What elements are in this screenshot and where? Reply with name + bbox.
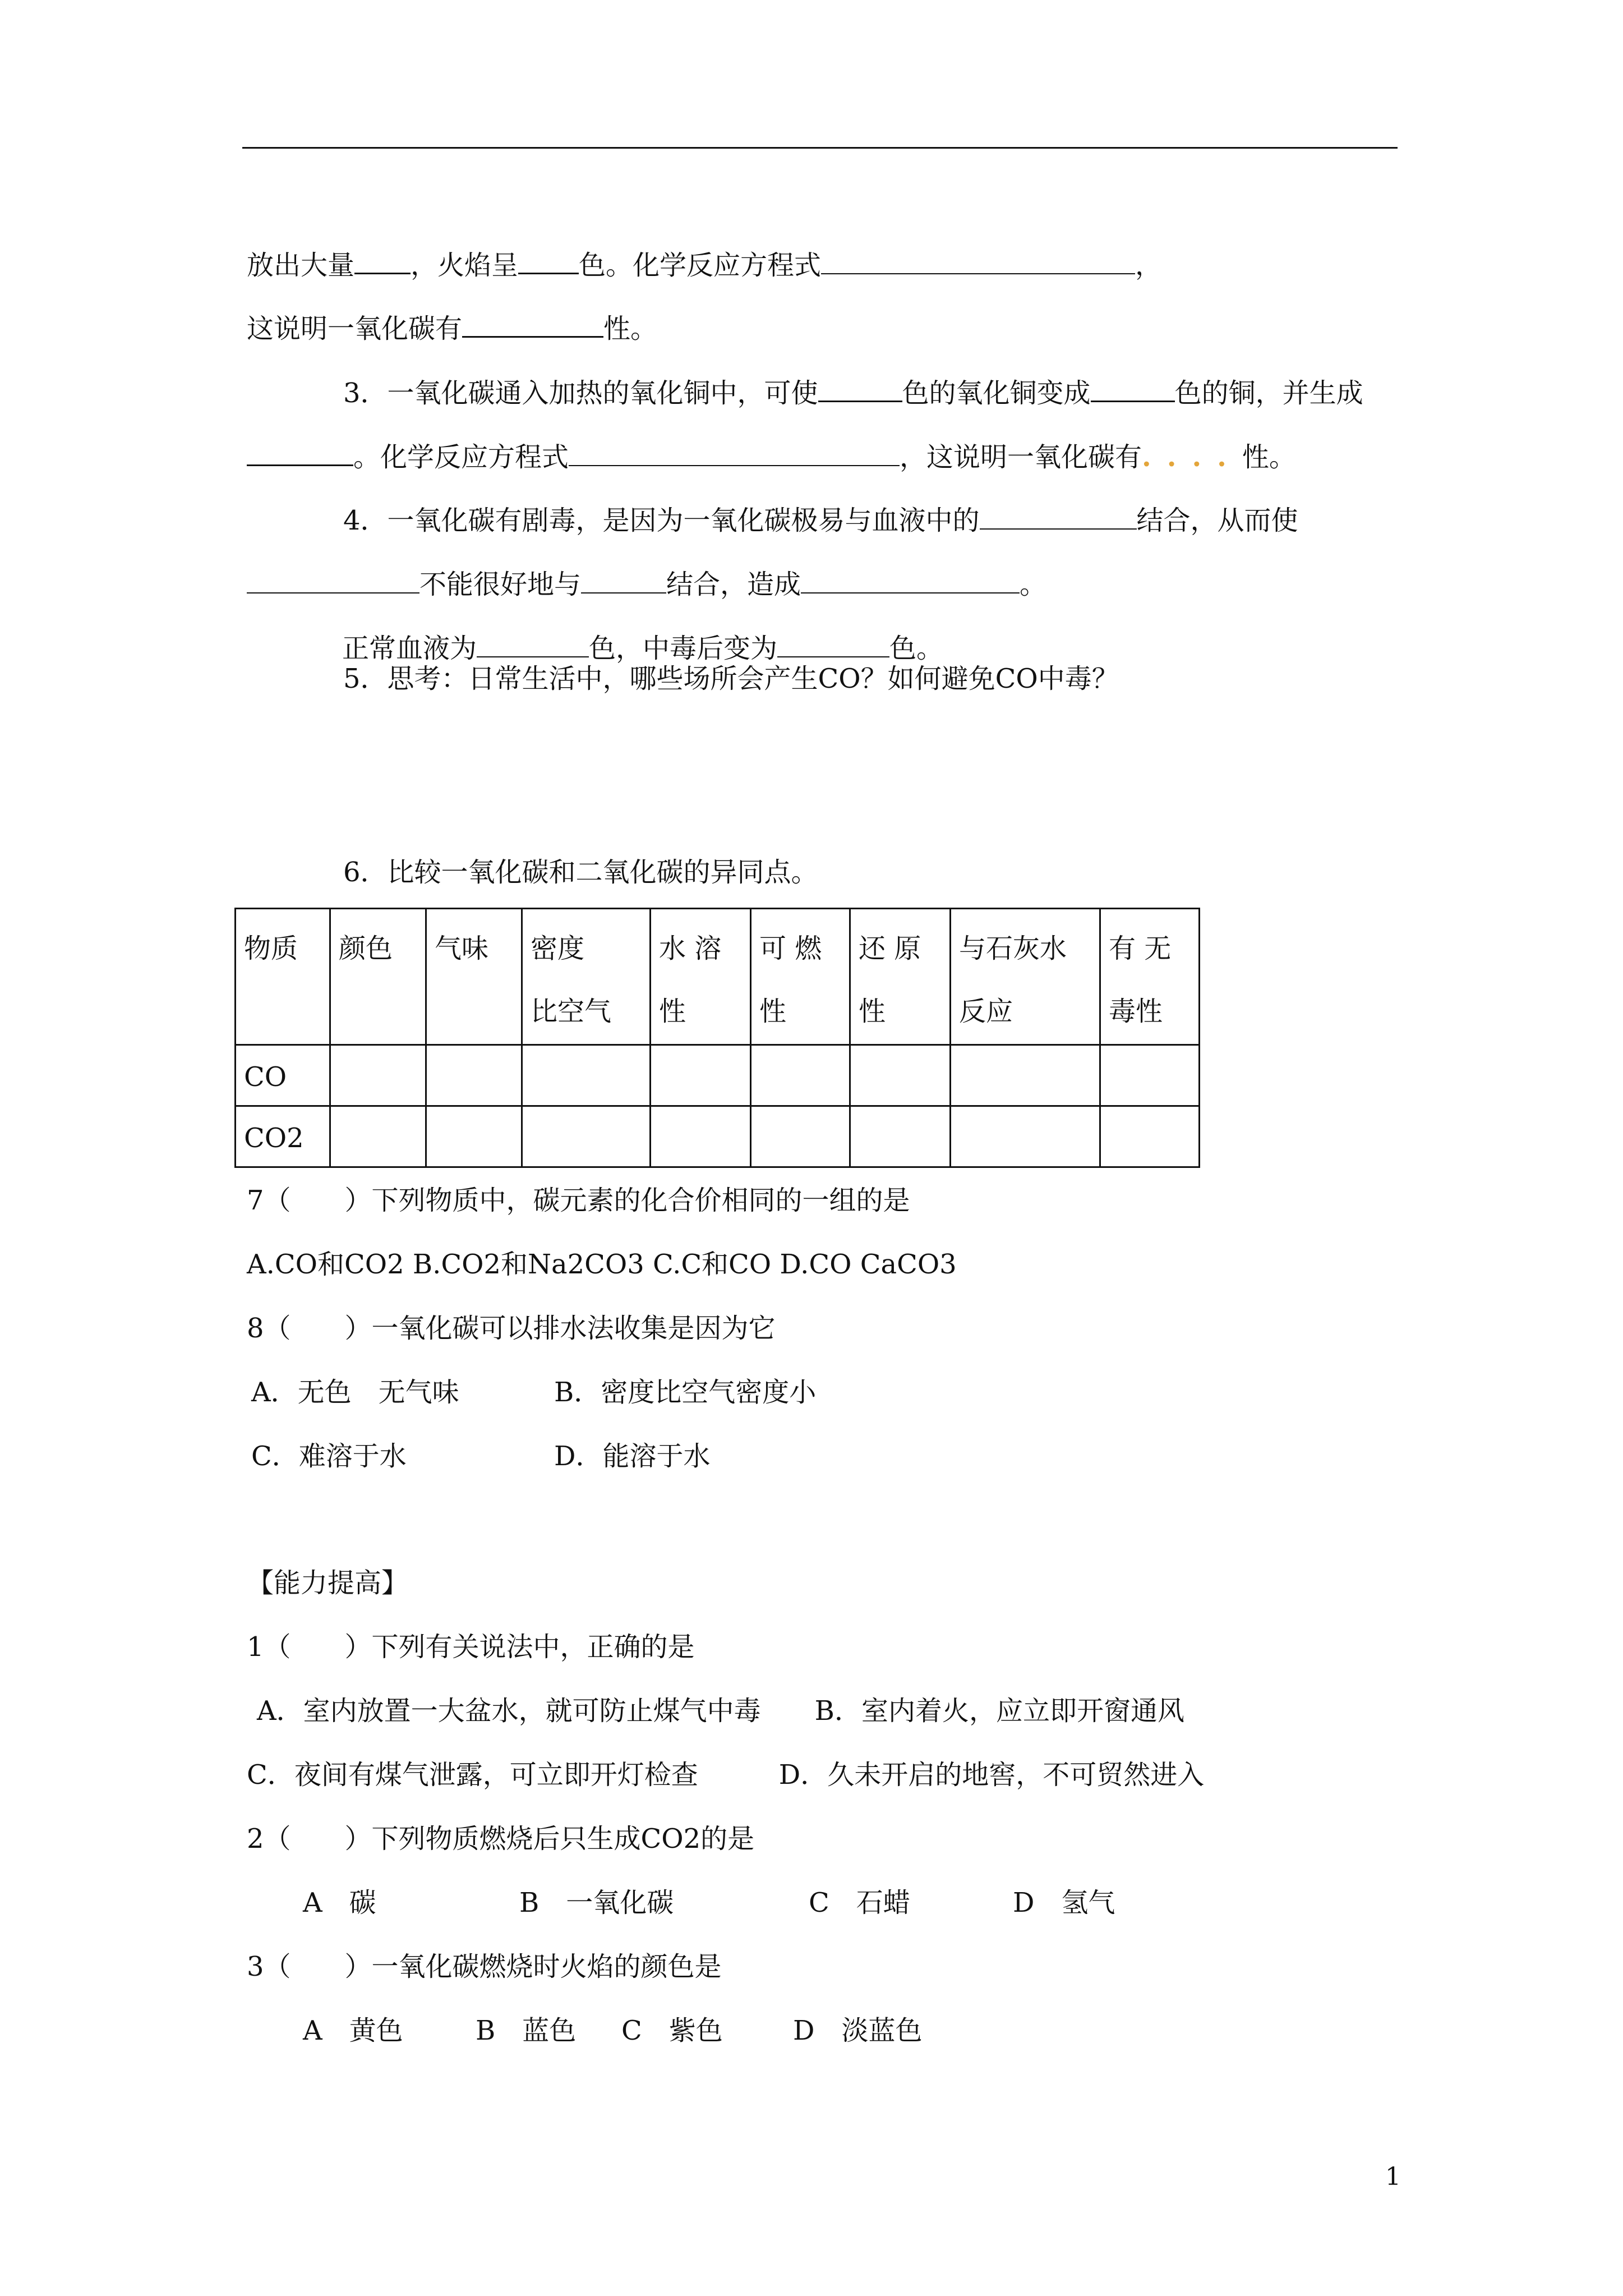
table-cell[interactable]: [951, 1106, 1100, 1167]
text: 性。: [603, 313, 658, 344]
q2-line1: [247, 214, 1162, 282]
comparison-table: [234, 908, 1200, 1168]
table-cell[interactable]: [850, 1106, 951, 1167]
header-rule: [242, 147, 1398, 149]
answer-blank[interactable]: [581, 568, 666, 593]
text: 结合，从而使: [1136, 505, 1298, 536]
text: 色。: [889, 633, 944, 664]
q6-text: 6．比较一氧化碳和二氧化碳的异同点。: [343, 857, 818, 888]
q4-line1: [343, 470, 1298, 537]
table-cell[interactable]: [426, 1106, 522, 1167]
table-header-cell: 物质: [236, 909, 330, 1045]
answer-blank[interactable]: [518, 248, 579, 274]
answer-blank[interactable]: [247, 440, 353, 466]
q8-option-d[interactable]: D．能溶于水: [554, 1441, 711, 1472]
dotted-blank[interactable]: ....: [1142, 441, 1242, 473]
table-row-label: CO2: [236, 1106, 330, 1167]
text: ，火焰呈: [411, 250, 519, 281]
table-cell[interactable]: [951, 1045, 1100, 1106]
table-header-cell: 与石灰水 反应: [951, 909, 1100, 1045]
table-cell[interactable]: [330, 1045, 426, 1106]
text: 色。化学反应方程式: [579, 250, 822, 281]
p2-stem: 2（ ）下列物质燃烧后只生成CO2的是: [247, 1823, 755, 1855]
text: 性。: [1242, 441, 1296, 473]
q8-option-b[interactable]: B．密度比空气密度小: [554, 1377, 817, 1408]
table-header-cell: 颜色: [330, 909, 426, 1045]
answer-blank[interactable]: [1091, 376, 1175, 402]
p2-option-b[interactable]: B 一氧化碳: [519, 1887, 674, 1918]
p3-option-c[interactable]: C 紫色: [621, 2015, 723, 2046]
table-cell[interactable]: [1100, 1045, 1200, 1106]
q7-options: A.CO和CO2 B.CO2和Na2CO3 C.C和CO D.CO CaCO3: [247, 1249, 957, 1280]
table-row: [236, 1045, 1200, 1106]
p3-stem: 3（ ）一氧化碳燃烧时火焰的颜色是: [247, 1951, 722, 1982]
table-cell[interactable]: [1100, 1106, 1200, 1167]
text: 色的氧化铜变成: [902, 378, 1091, 409]
text: 3．一氧化碳通入加热的氧化铜中，可使: [343, 378, 818, 409]
text: 色，中毒后变为: [589, 633, 778, 664]
p3-option-d[interactable]: D 淡蓝色: [793, 2015, 923, 2046]
q4-line3: [342, 598, 943, 665]
answer-blank[interactable]: [777, 632, 889, 657]
answer-blank[interactable]: [569, 440, 900, 466]
text: 正常血液为: [342, 633, 477, 664]
p2-option-c[interactable]: C 石蜡: [809, 1887, 910, 1918]
text: ，: [1135, 250, 1163, 281]
p2-option-a[interactable]: A 碳: [303, 1887, 376, 1918]
answer-blank[interactable]: [477, 632, 589, 657]
p3-option-a[interactable]: A 黄色: [303, 2015, 403, 2046]
table-header-cell: 水 溶 性: [651, 909, 751, 1045]
text: 4．一氧化碳有剧毒，是因为一氧化碳极易与血液中的: [343, 505, 980, 536]
answer-blank[interactable]: [462, 311, 603, 338]
table-cell[interactable]: [751, 1045, 850, 1106]
table-header-cell: 还 原 性: [850, 909, 951, 1045]
text: 色的铜，并生成: [1174, 378, 1363, 409]
table-header-row: [236, 909, 1200, 1045]
text: 。化学反应方程式: [353, 441, 569, 473]
q5-text: 5．思考：日常生活中，哪些场所会产生CO？如何避免CO中毒？: [343, 663, 1119, 694]
text: 放出大量: [247, 250, 355, 281]
text: 这说明一氧化碳有: [247, 313, 463, 344]
q7-stem: 7（ ）下列物质中，碳元素的化合价相同的一组的是: [247, 1185, 910, 1216]
table-cell[interactable]: [850, 1045, 951, 1106]
answer-blank[interactable]: [801, 568, 1020, 593]
q2-line2: [247, 278, 657, 346]
answer-blank[interactable]: [818, 376, 902, 402]
table-cell[interactable]: [651, 1045, 751, 1106]
section-title: 【能力提高】: [247, 1567, 409, 1599]
p1-options-ab[interactable]: A．室内放置一大盆水，就可防止煤气中毒 B．室内着火，应立即开窗通风: [257, 1695, 1184, 1727]
q8-stem: 8（ ）一氧化碳可以排水法收集是因为它: [247, 1313, 776, 1344]
table-header-cell: 密度 比空气: [522, 909, 651, 1045]
table-cell[interactable]: [426, 1045, 522, 1106]
p1-stem: 1（ ）下列有关说法中，正确的是: [247, 1631, 695, 1663]
text: 不能很好地与: [419, 569, 582, 600]
q8-option-c[interactable]: C．难溶于水: [251, 1441, 407, 1472]
answer-blank[interactable]: [980, 504, 1137, 530]
text: ，这说明一氧化碳有: [900, 441, 1142, 473]
text: 。: [1020, 569, 1047, 600]
table-row: [236, 1106, 1200, 1167]
p1-options-cd[interactable]: C．夜间有煤气泄露，可立即开灯检查 D．久未开启的地窖，不可贸然进入: [247, 1759, 1205, 1791]
p2-option-d[interactable]: D 氢气: [1013, 1887, 1115, 1918]
p3-option-b[interactable]: B 蓝色: [476, 2015, 577, 2046]
answer-blank[interactable]: [354, 248, 411, 274]
q3-line1: [343, 342, 1363, 410]
table-header-cell: 有 无 毒性: [1100, 909, 1200, 1045]
table-cell[interactable]: [330, 1106, 426, 1167]
text: 结合，造成: [666, 569, 801, 600]
answer-blank[interactable]: [247, 568, 419, 593]
answer-blank[interactable]: [821, 249, 1135, 274]
table-cell[interactable]: [751, 1106, 850, 1167]
table-cell[interactable]: [651, 1106, 751, 1167]
page-number: 1: [1385, 2162, 1401, 2191]
q8-option-a[interactable]: A．无色 无气味: [251, 1377, 459, 1408]
table-header-cell: 气味: [426, 909, 522, 1045]
q4-line2: [247, 534, 1046, 601]
table-row-label: CO: [236, 1045, 330, 1106]
table-header-cell: 可 燃 性: [751, 909, 850, 1045]
q3-line2: [247, 406, 1296, 474]
table-cell[interactable]: [522, 1106, 651, 1167]
table-cell[interactable]: [522, 1045, 651, 1106]
